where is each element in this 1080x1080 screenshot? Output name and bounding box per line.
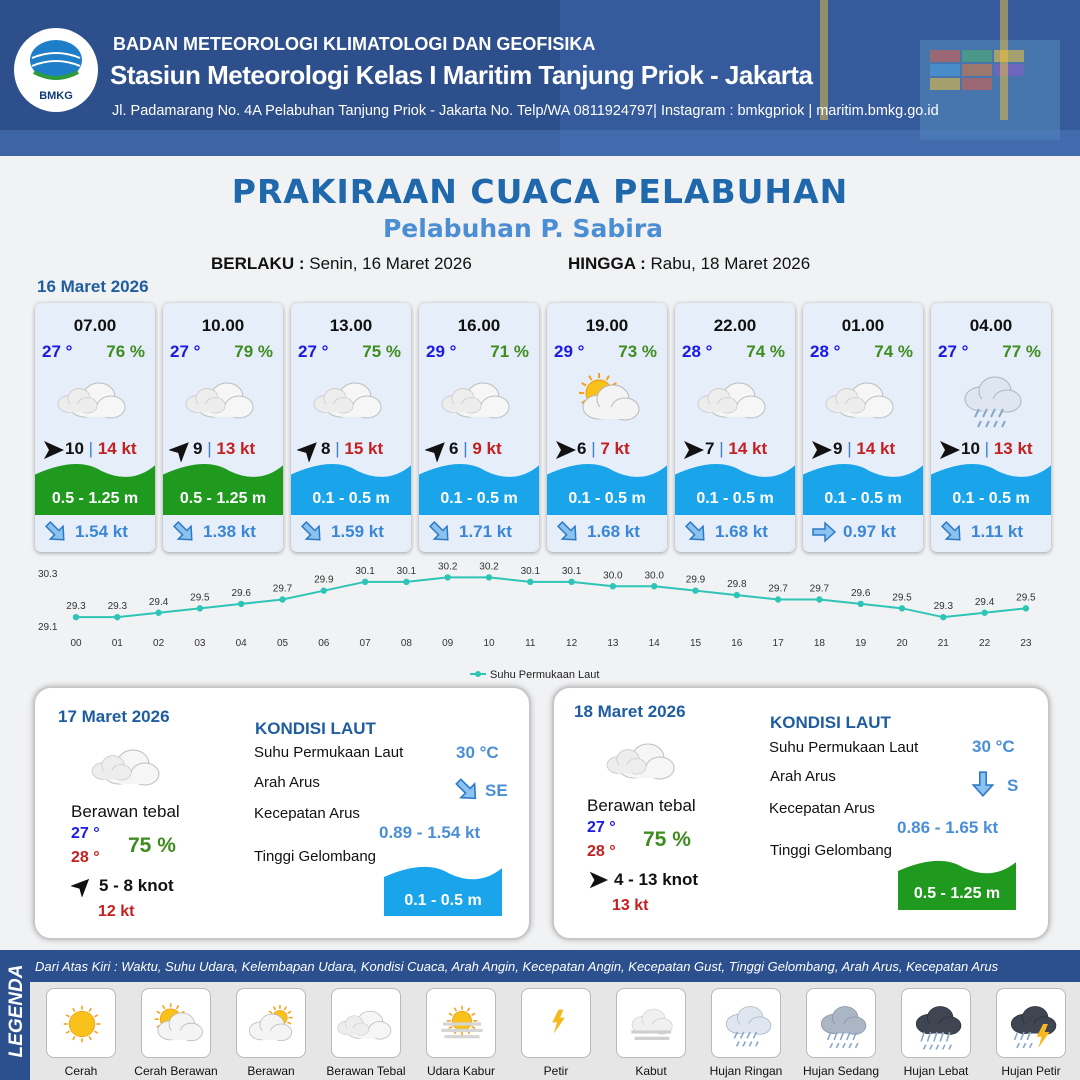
sst-point — [734, 592, 740, 598]
x-tick-label: 02 — [153, 638, 165, 649]
air-temperature: 28 ° — [810, 342, 841, 361]
legend-title: LEGENDA — [6, 964, 27, 1058]
wave-height-value: 0.1 - 0.5 m — [440, 490, 518, 507]
current-direction-icon — [969, 770, 997, 798]
wind-speed: 5 - 8 knot — [99, 876, 174, 895]
tinggi-gelombang-label: Tinggi Gelombang — [254, 848, 377, 865]
kecepatan-arus-value: 0.86 - 1.65 kt — [897, 818, 999, 837]
x-tick-label: 22 — [979, 638, 991, 649]
x-tick-label: 09 — [442, 638, 454, 649]
wind-speed: 4 - 13 knot — [614, 870, 699, 889]
legend-item-label: Kabut — [635, 1064, 667, 1078]
berawan-icon — [237, 989, 307, 1059]
hujan-sedang-icon — [807, 989, 877, 1059]
logo-text: BMKG — [39, 90, 73, 102]
sst-data-label: 30.1 — [355, 565, 375, 577]
humidity: 73 % — [618, 342, 657, 361]
x-tick-label: 08 — [400, 638, 412, 649]
berawan-tebal-icon — [311, 369, 391, 429]
wind-direction-icon — [809, 438, 833, 462]
legend-item-label: Berawan Tebal — [326, 1064, 406, 1078]
current-speed: 1.68 kt — [587, 522, 640, 541]
x-tick-label: 01 — [111, 638, 123, 649]
air-temperature: 29 ° — [426, 342, 457, 361]
daily-panel-2 — [552, 686, 1050, 940]
sst-data-label: 29.9 — [314, 574, 334, 586]
air-temperature: 27 ° — [42, 342, 73, 361]
cerah-berawan-icon — [567, 369, 647, 429]
humidity: 74 % — [874, 342, 913, 361]
legend-item-cerah-berawan — [141, 988, 211, 1058]
wind-direction-icon — [169, 438, 193, 462]
legend-item-cerah — [46, 988, 116, 1058]
forecast-time: 07.00 — [73, 316, 117, 335]
forecast-card-4 — [547, 303, 667, 552]
validity-to-label: HINGGA : — [568, 254, 646, 273]
weather-desc: Berawan tebal — [587, 796, 696, 815]
air-temperature: 29 ° — [554, 342, 585, 361]
legend-point-swatch — [475, 671, 481, 677]
wave-height-value: 0.1 - 0.5 m — [404, 892, 482, 909]
wind-info: 9 | 13 kt — [193, 439, 256, 458]
wind-gust: 9 kt — [472, 439, 502, 458]
sst-data-label: 29.6 — [231, 587, 251, 599]
legend-item-hujan-petir — [996, 988, 1066, 1058]
humidity: 75 % — [362, 342, 401, 361]
legend-item-label: Udara Kabur — [426, 1064, 496, 1078]
wave-height-value: 0.1 - 0.5 m — [696, 490, 774, 507]
sst-point — [610, 583, 616, 589]
sst-data-label: 29.3 — [933, 601, 954, 613]
legend-item-label: Hujan Lebat — [903, 1064, 969, 1078]
sst-point — [486, 574, 492, 580]
weather-desc: Berawan tebal — [71, 802, 180, 821]
x-tick-label: 18 — [813, 638, 825, 649]
wave-height-value: 0.1 - 0.5 m — [952, 490, 1030, 507]
legend-item-berawan — [236, 988, 306, 1058]
sst-data-label: 29.5 — [1016, 592, 1036, 604]
sst-point — [568, 579, 574, 585]
wind-info: 10 | 14 kt — [65, 439, 137, 458]
berawan-tebal-icon — [332, 989, 402, 1059]
hujan-petir-icon — [997, 989, 1067, 1059]
wind-info: 6 | 7 kt — [577, 439, 630, 458]
x-tick-label: 12 — [566, 638, 578, 649]
wave-height-value: 0.5 - 1.25 m — [179, 490, 267, 507]
humidity: 79 % — [234, 342, 273, 361]
legend-side-bar — [0, 950, 30, 1080]
wind-gust: 13 kt — [612, 897, 649, 914]
sst-point — [1023, 605, 1029, 611]
wind-speed: 9 — [193, 439, 203, 458]
legend-item-label: Cerah — [64, 1064, 98, 1078]
wind-direction-icon — [41, 438, 65, 462]
sst-point — [816, 596, 822, 602]
sst-point — [775, 596, 781, 602]
berawan-tebal-icon — [604, 730, 684, 790]
humidity: 75 % — [128, 834, 176, 857]
x-tick-label: 07 — [359, 638, 371, 649]
temp-min: 27 ° — [587, 819, 616, 836]
forecast-time: 19.00 — [585, 316, 629, 335]
sst-point — [279, 596, 285, 602]
air-temperature: 27 ° — [170, 342, 201, 361]
wave-height-value: 0.5 - 1.25 m — [51, 490, 139, 507]
daily-date: 18 Maret 2026 — [574, 702, 686, 721]
sst-value: 30 °C — [972, 737, 1015, 756]
sst-point — [445, 574, 451, 580]
kecepatan-arus-value: 0.89 - 1.54 kt — [379, 823, 481, 842]
berawan-tebal-icon — [55, 369, 135, 429]
sst-point — [940, 614, 946, 620]
legend-item-hujan-lebat — [901, 988, 971, 1058]
legend-item-berawan-tebal — [331, 988, 401, 1058]
wind-gust: 14 kt — [97, 439, 137, 458]
sst-point — [321, 587, 327, 593]
sst-point — [981, 610, 987, 616]
current-speed: 1.59 kt — [331, 522, 384, 541]
validity-from — [211, 254, 472, 274]
x-tick-label: 16 — [731, 638, 743, 649]
berawan-tebal-icon — [695, 369, 775, 429]
legend-description: Dari Atas Kiri : Waktu, Suhu Udara, Kelembapan Udara, Kondisi Cuaca, Arah Angin, Kecepatan Angin, Kecepatan Gust, Tinggi Gelombang, Arah Arus, Kecepatan Arus — [35, 959, 999, 974]
sst-point — [73, 614, 79, 620]
legend-description-bar — [30, 950, 1080, 982]
sst-data-label: 29.5 — [190, 592, 210, 604]
wind-info: 7 | 14 kt — [705, 439, 768, 458]
current-speed: 1.38 kt — [203, 522, 256, 541]
wind-speed: 7 — [705, 439, 715, 458]
x-tick-label: 17 — [772, 638, 784, 649]
forecast-time: 13.00 — [329, 316, 373, 335]
cerah-berawan-icon — [142, 989, 212, 1059]
station-name: Stasiun Meteorologi Kelas I Maritim Tanjung Priok - Jakarta — [110, 60, 813, 90]
wind-gust: 14 kt — [856, 439, 896, 458]
current-direction-icon — [939, 519, 965, 545]
current-speed: 0.97 kt — [843, 522, 896, 541]
wave-height-value: 0.1 - 0.5 m — [312, 490, 390, 507]
current-direction-icon — [811, 519, 837, 545]
sst-data-label: 30.1 — [520, 565, 541, 577]
current-direction-icon — [171, 519, 197, 545]
sst-point — [362, 579, 368, 585]
sst-data-label: 29.7 — [272, 583, 293, 595]
sst-point — [651, 583, 657, 589]
x-tick-label: 21 — [937, 638, 949, 649]
legend-item-hujan-ringan — [711, 988, 781, 1058]
sst-data-label: 30.2 — [479, 561, 499, 573]
forecast-card-6 — [803, 303, 923, 552]
wind-speed: 6 — [449, 439, 459, 458]
x-tick-label: 03 — [194, 638, 206, 649]
current-speed: 1.11 kt — [971, 522, 1023, 541]
forecast-card-0 — [35, 303, 155, 552]
sst-data-label: 30.2 — [437, 561, 458, 573]
x-tick-label: 19 — [855, 638, 867, 649]
current-speed: 1.54 kt — [75, 522, 128, 541]
legend-item-label: Hujan Sedang — [802, 1064, 880, 1078]
forecast-card-1 — [163, 303, 283, 552]
temp-min: 27 ° — [71, 825, 100, 842]
current-speed: 1.71 kt — [459, 522, 512, 541]
kabut-icon — [617, 989, 687, 1059]
humidity: 74 % — [746, 342, 785, 361]
sst-data-label: 29.5 — [892, 592, 912, 604]
cerah-icon — [47, 989, 117, 1059]
current-direction-icon — [43, 519, 69, 545]
forecast-time: 10.00 — [201, 316, 245, 335]
sst-point — [692, 587, 698, 593]
legend-item-label: Berawan — [247, 1064, 295, 1078]
sst-point — [403, 579, 409, 585]
current-direction-icon — [453, 776, 481, 804]
x-tick-label: 11 — [525, 638, 536, 649]
page-subtitle: Pelabuhan P. Sabira — [382, 214, 664, 243]
arah-arus-label: Arah Arus — [254, 774, 320, 791]
wave-height-value: 0.1 - 0.5 m — [568, 490, 646, 507]
wind-info: 6 | 9 kt — [449, 439, 502, 458]
sst-point — [197, 605, 203, 611]
wave-height-value: 0.1 - 0.5 m — [824, 490, 902, 507]
humidity: 76 % — [106, 342, 145, 361]
sst-data-label: 29.6 — [850, 587, 871, 599]
wave-height-value: 0.5 - 1.25 m — [913, 885, 1001, 902]
x-tick-label: 00 — [70, 638, 82, 649]
wind-gust: 14 kt — [728, 439, 768, 458]
sst-label: Suhu Permukaan Laut — [769, 739, 919, 756]
legend-item-udara-kabur — [426, 988, 496, 1058]
hujan-lebat-icon — [902, 989, 972, 1059]
sst-point — [114, 614, 120, 620]
y-tick-label: 29.1 — [38, 622, 58, 633]
daily-date: 17 Maret 2026 — [58, 707, 170, 726]
arah-arus-label: Arah Arus — [770, 768, 836, 785]
forecast-card-5 — [675, 303, 795, 552]
wind-speed: 9 — [833, 439, 843, 458]
sst-data-label: 29.3 — [66, 601, 86, 613]
sst-data-label: 29.7 — [809, 583, 830, 595]
sst-data-label: 30.0 — [603, 570, 623, 582]
forecast-card-7 — [931, 303, 1051, 552]
wind-direction-icon — [71, 875, 93, 897]
x-tick-label: 04 — [235, 638, 247, 649]
sst-data-label: 29.4 — [974, 596, 995, 608]
sst-chart — [20, 560, 1070, 685]
x-tick-label: 06 — [318, 638, 330, 649]
wind-direction-icon — [681, 438, 705, 462]
kondisi-laut-heading: KONDISI LAUT — [770, 713, 891, 732]
current-direction-icon — [427, 519, 453, 545]
air-temperature: 27 ° — [298, 342, 329, 361]
humidity: 77 % — [1002, 342, 1041, 361]
sst-point — [238, 601, 244, 607]
bmkg-logo — [14, 28, 98, 112]
arah-arus-value: S — [1007, 776, 1019, 795]
hujan-ringan-icon — [712, 989, 782, 1059]
daily-panel-1 — [33, 686, 531, 940]
petir-icon — [522, 989, 592, 1059]
header-banner — [0, 0, 1080, 156]
berawan-tebal-icon — [89, 736, 169, 796]
humidity: 71 % — [490, 342, 529, 361]
legend-item-hujan-sedang — [806, 988, 876, 1058]
humidity: 75 % — [643, 828, 691, 851]
hujan-ringan-icon — [951, 369, 1031, 429]
wind-info: 9 | 14 kt — [833, 439, 896, 458]
validity-from-value: Senin, 16 Maret 2026 — [309, 254, 472, 273]
validity-from-label: BERLAKU : — [211, 254, 305, 273]
sst-label: Suhu Permukaan Laut — [254, 744, 404, 761]
kecepatan-arus-label: Kecepatan Arus — [769, 800, 875, 817]
wind-gust: 13 kt — [216, 439, 256, 458]
tinggi-gelombang-label: Tinggi Gelombang — [770, 842, 893, 859]
station-address: Jl. Padamarang No. 4A Pelabuhan Tanjung Priok - Jakarta No. Telp/WA 0811924797| Instagram : bmkgpriok | maritim.bmkg.go.id — [112, 103, 939, 119]
legend-item-label: Hujan Petir — [1001, 1064, 1061, 1078]
validity-to — [568, 254, 810, 274]
x-tick-label: 23 — [1020, 638, 1032, 649]
forecast-time: 22.00 — [713, 316, 757, 335]
agency-name: BADAN METEOROLOGI KLIMATOLOGI DAN GEOFISIKA — [113, 34, 596, 54]
sst-data-label: 29.8 — [727, 579, 747, 591]
sst-data-label: 29.7 — [768, 583, 788, 595]
berawan-tebal-icon — [823, 369, 903, 429]
forecast-time: 04.00 — [969, 316, 1013, 335]
sst-data-label: 30.1 — [396, 565, 417, 577]
wind-direction-icon — [587, 869, 609, 891]
sst-data-label: 29.9 — [685, 574, 706, 586]
day1-date: 16 Maret 2026 — [37, 277, 149, 296]
forecast-time: 01.00 — [841, 316, 885, 335]
x-tick-label: 10 — [483, 638, 495, 649]
sst-value: 30 °C — [456, 743, 499, 762]
x-tick-label: 05 — [276, 638, 289, 649]
legend-item-label: Hujan Ringan — [709, 1064, 783, 1078]
kecepatan-arus-label: Kecepatan Arus — [254, 805, 360, 822]
wind-info: 10 | 13 kt — [961, 439, 1033, 458]
wind-gust: 13 kt — [993, 439, 1033, 458]
sst-point — [527, 579, 533, 585]
legend-series-name: Suhu Permukaan Laut — [490, 669, 600, 681]
sst-data-label: 29.4 — [148, 596, 169, 608]
legend-item-label: Cerah Berawan — [134, 1064, 218, 1078]
legend-item-kabut — [616, 988, 686, 1058]
air-temperature: 27 ° — [938, 342, 969, 361]
kondisi-laut-heading: KONDISI LAUT — [255, 719, 376, 738]
temp-max: 28 ° — [71, 849, 100, 866]
wind-speed: 8 — [321, 439, 331, 458]
wind-info: 8 | 15 kt — [321, 439, 384, 458]
sst-point — [858, 601, 864, 607]
temp-max: 28 ° — [587, 843, 616, 860]
wind-direction-icon — [553, 438, 577, 462]
wind-gust: 7 kt — [600, 439, 630, 458]
air-temperature: 28 ° — [682, 342, 713, 361]
sst-data-label: 29.3 — [107, 601, 128, 613]
wind-direction-icon — [297, 438, 321, 462]
page-title: PRAKIRAAN CUACA PELABUHAN — [231, 172, 849, 211]
y-tick-label: 30.3 — [38, 569, 58, 580]
wind-gust: 15 kt — [344, 439, 384, 458]
x-tick-label: 20 — [896, 638, 908, 649]
arah-arus-value: SE — [485, 781, 508, 800]
forecast-card-3 — [419, 303, 539, 552]
udara-kabur-icon — [427, 989, 497, 1059]
wind-speed: 10 — [65, 439, 84, 458]
forecast-time: 16.00 — [457, 316, 501, 335]
sst-data-label: 30.1 — [561, 565, 582, 577]
wind-gust: 12 kt — [98, 903, 135, 920]
sst-point — [899, 605, 905, 611]
legend-item-petir — [521, 988, 591, 1058]
x-tick-label: 13 — [607, 638, 619, 649]
wind-direction-icon — [937, 438, 961, 462]
validity-to-value: Rabu, 18 Maret 2026 — [650, 254, 811, 273]
berawan-tebal-icon — [183, 369, 263, 429]
current-direction-icon — [555, 519, 581, 545]
wind-speed: 10 — [961, 439, 980, 458]
wind-direction-icon — [425, 438, 449, 462]
legend-item-label: Petir — [543, 1064, 569, 1078]
forecast-card-2 — [291, 303, 411, 552]
berawan-tebal-icon — [439, 369, 519, 429]
current-direction-icon — [683, 519, 709, 545]
current-direction-icon — [299, 519, 325, 545]
sst-data-label: 30.0 — [644, 570, 664, 582]
x-tick-label: 14 — [648, 638, 660, 649]
x-tick-label: 15 — [689, 638, 702, 649]
current-speed: 1.68 kt — [715, 522, 768, 541]
wind-speed: 6 — [577, 439, 587, 458]
sst-point — [155, 610, 161, 616]
